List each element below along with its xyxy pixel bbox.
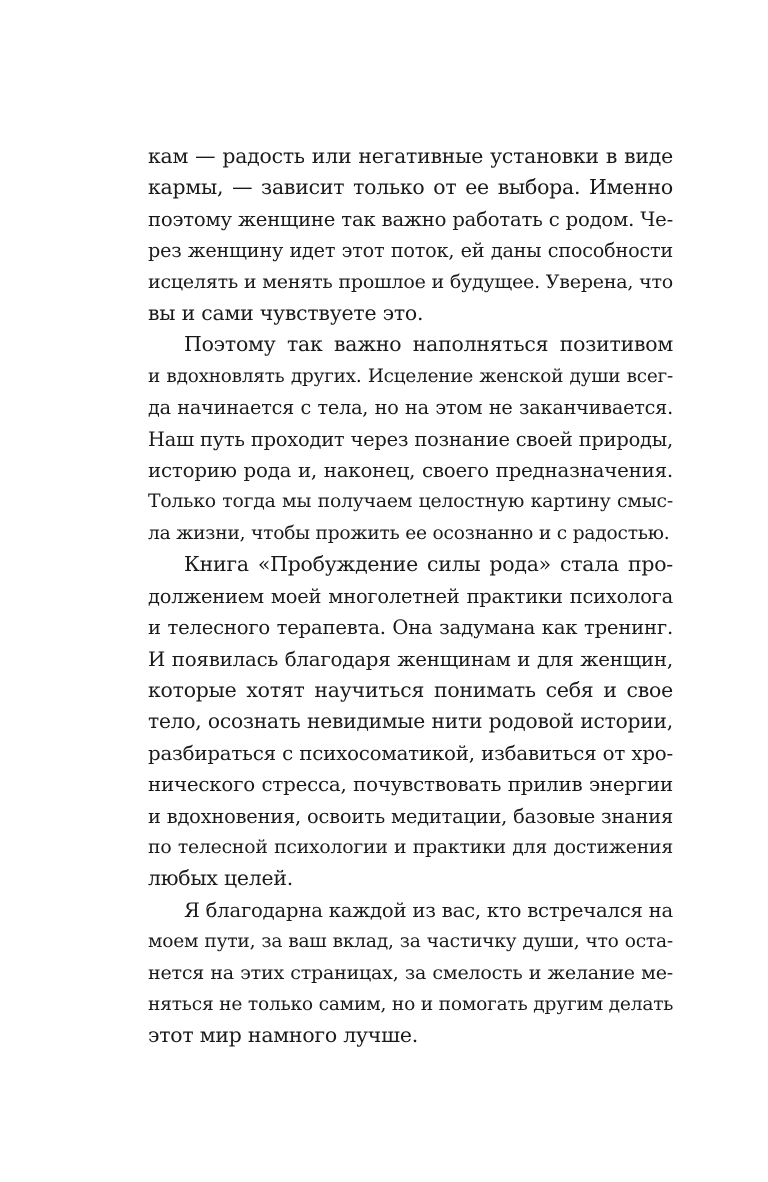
text-line: и телесного терапевта. Она задумана как тренинг. <box>148 616 673 640</box>
text-line: рез женщину идет этот поток, ей даны способности <box>148 239 673 263</box>
text-line: Я благодарна каждой из вас, кто встречался на <box>184 898 673 922</box>
text-line: Книга «Пробуждение силы рода» стала про- <box>184 552 673 577</box>
paragraph-1 <box>148 141 673 329</box>
text-line: нического стресса, почувствовать прилив энергии <box>148 773 673 797</box>
text-line: тело, осознать невидимые нити родовой истории, <box>148 709 673 734</box>
text-line: разбираться с психосоматикой, избавиться от хро- <box>148 741 673 765</box>
text-line: этот мир намного лучше. <box>148 1023 418 1048</box>
text-line: историю рода и, наконец, своего предназначения. <box>148 459 673 483</box>
paragraph-3 <box>148 549 673 894</box>
text-line: И появилась благодаря женщинам и для женщин, <box>148 647 673 671</box>
text-line: Поэтому так важно наполняться позитивом <box>184 332 673 357</box>
text-line: кармы, — зависит только от ее выбора. Именно <box>148 175 673 200</box>
text-line: любых целей. <box>148 866 294 891</box>
paragraph-2 <box>148 329 673 549</box>
text-line: вы и сами чувствуете это. <box>148 301 424 326</box>
text-line: по телесной психологии и практики для достижения <box>148 836 673 858</box>
text-line: ла жизни, чтобы прожить ее осознанно и с радостью. <box>148 522 670 544</box>
text-line: да начинается с тела, но на этом не заканчивается. <box>148 396 673 420</box>
text-line: нется на этих страницах, за смелость и желание ме- <box>148 961 673 984</box>
text-line: исцелять и менять прошлое и будущее. Уверена, что <box>148 270 674 293</box>
text-line: кам — радость или негативные установки в виде <box>148 144 673 168</box>
text-line: Только тогда мы получаем целостную картину смыс- <box>148 491 673 513</box>
text-line: няться не только самим, но и помогать другим делать <box>148 993 674 1015</box>
text-line: должением моей многолетней практики психолога <box>148 584 673 608</box>
text-line: которые хотят научиться понимать себя и свое <box>148 677 673 702</box>
text-line: и вдохновлять других. Исцеление женской души всег- <box>148 365 673 387</box>
text-line: и вдохновения, освоить медитации, базовые знания <box>148 804 673 828</box>
text-line: Наш путь проходит через познание своей природы, <box>148 427 673 451</box>
body-text <box>148 141 673 1052</box>
paragraph-4 <box>148 895 673 1052</box>
text-line: поэтому женщине так важно работать с родом. Че- <box>148 207 673 231</box>
text-line: моем пути, за ваш вклад, за частичку души, что оста- <box>148 931 673 953</box>
